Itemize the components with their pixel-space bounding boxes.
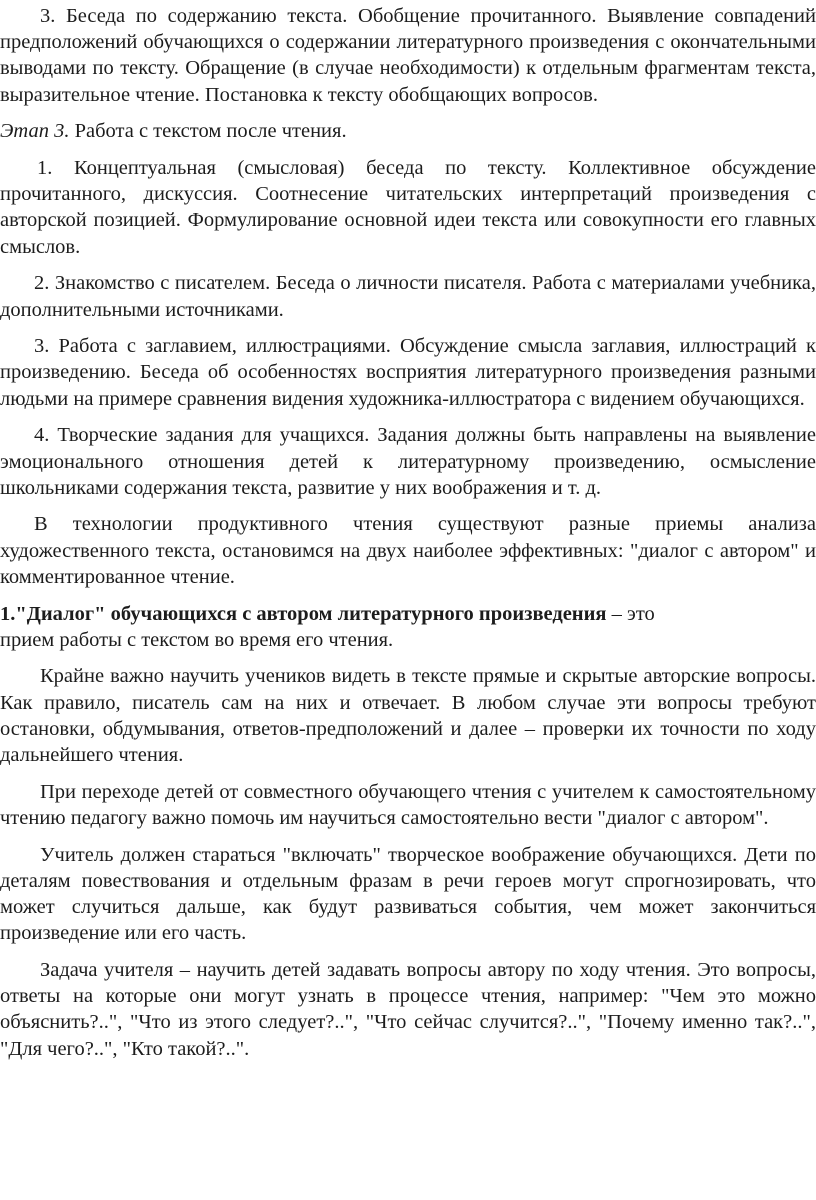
paragraph-stage2-item3: 3. Беседа по содержанию текста. Обобщение прочитанного. Выявление совпадений предположений обучающихся о содержании литературного произведения с окончательными выводами по тексту. Обращение (в случае необходимости) к отдельным фрагментам текста, выразительное чтение. Постановка к тексту обобщающих вопросов. <box>0 5 816 106</box>
paragraph-imagination: Учитель должен стараться "включать" творческое воображение обучающихся. Дети по деталям повествования и отдельным фразам в речи героев могут спрогнозировать, что может случиться дальше, как будут развиваться события, чем может закончиться произведение или его часть. <box>0 843 816 945</box>
paragraph-stage3-item4: 4. Творческие задания для учащихся. Задания должны быть направлены на выявление эмоционального отношения детей к литературному произведению, осмысление школьниками содержания текста, развитие у них воображения и т. д. <box>0 424 816 499</box>
stage3-label: Этап 3. <box>0 120 70 143</box>
dialogue-heading-bold: 1."Диалог" обучающихся с автором литературного произведения <box>0 602 607 625</box>
paragraph-stage3-item3: 3. Работа с заглавием, иллюстрациями. Обсуждение смысла заглавия, иллюстраций к произведению. Беседа об особенностях восприятия литературного произведения разными людьми на примере сравнения видения художника-иллюстратора с видением обучающихся. <box>0 335 816 410</box>
stage3-heading <box>0 118 816 144</box>
dialogue-heading <box>0 601 816 653</box>
paragraph-independent-reading: При переходе детей от совместного обучающего чтения с учителем к самостоятельному чтению педагогу важно помочь им научиться самостоятельно вести "диалог с автором". <box>0 780 816 829</box>
paragraph-author-questions: Крайне важно научить учеников видеть в тексте прямые и скрытые авторские вопросы. Как правило, писатель сам на них и отвечает. В любом случае эти вопросы требуют остановки, обдумывания, ответов-предположений и далее – проверки их точности по ходу дальнейшего чтения. <box>0 665 816 767</box>
paragraph-teacher-task: Задача учителя – научить детей задавать вопросы автору по ходу чтения. Это вопросы, ответы на которые они могут узнать в процессе чтения, например: "Чем это можно объяснить?..", "Что из этого следует?..", "Что сейчас случится?..", "Почему именно так?..", "Для чего?..", "Кто такой?..". <box>0 959 816 1060</box>
stage3-title: Работа с текстом после чтения. <box>69 120 347 143</box>
paragraph-stage3-item2: 2. Знакомство с писателем. Беседа о личности писателя. Работа с материалами учебника, дополнительными источниками. <box>0 272 816 321</box>
paragraph-stage3-item1: 1. Концептуальная (смысловая) беседа по тексту. Коллективное обсуждение прочитанного, дискуссия. Соотнесение читательских интерпретаций произведения с авторской позицией. Формулирование основной идеи текста или совокупности его главных смыслов. <box>0 157 816 258</box>
dialogue-heading-rest: – это <box>606 602 655 625</box>
dialogue-heading-line2: прием работы с текстом во время его чтения. <box>0 628 394 651</box>
paragraph-technology-intro: В технологии продуктивного чтения существуют разные приемы анализа художественного текста, остановимся на двух наиболее эффективных: "диалог с автором" и комментированное чтение. <box>0 513 816 588</box>
